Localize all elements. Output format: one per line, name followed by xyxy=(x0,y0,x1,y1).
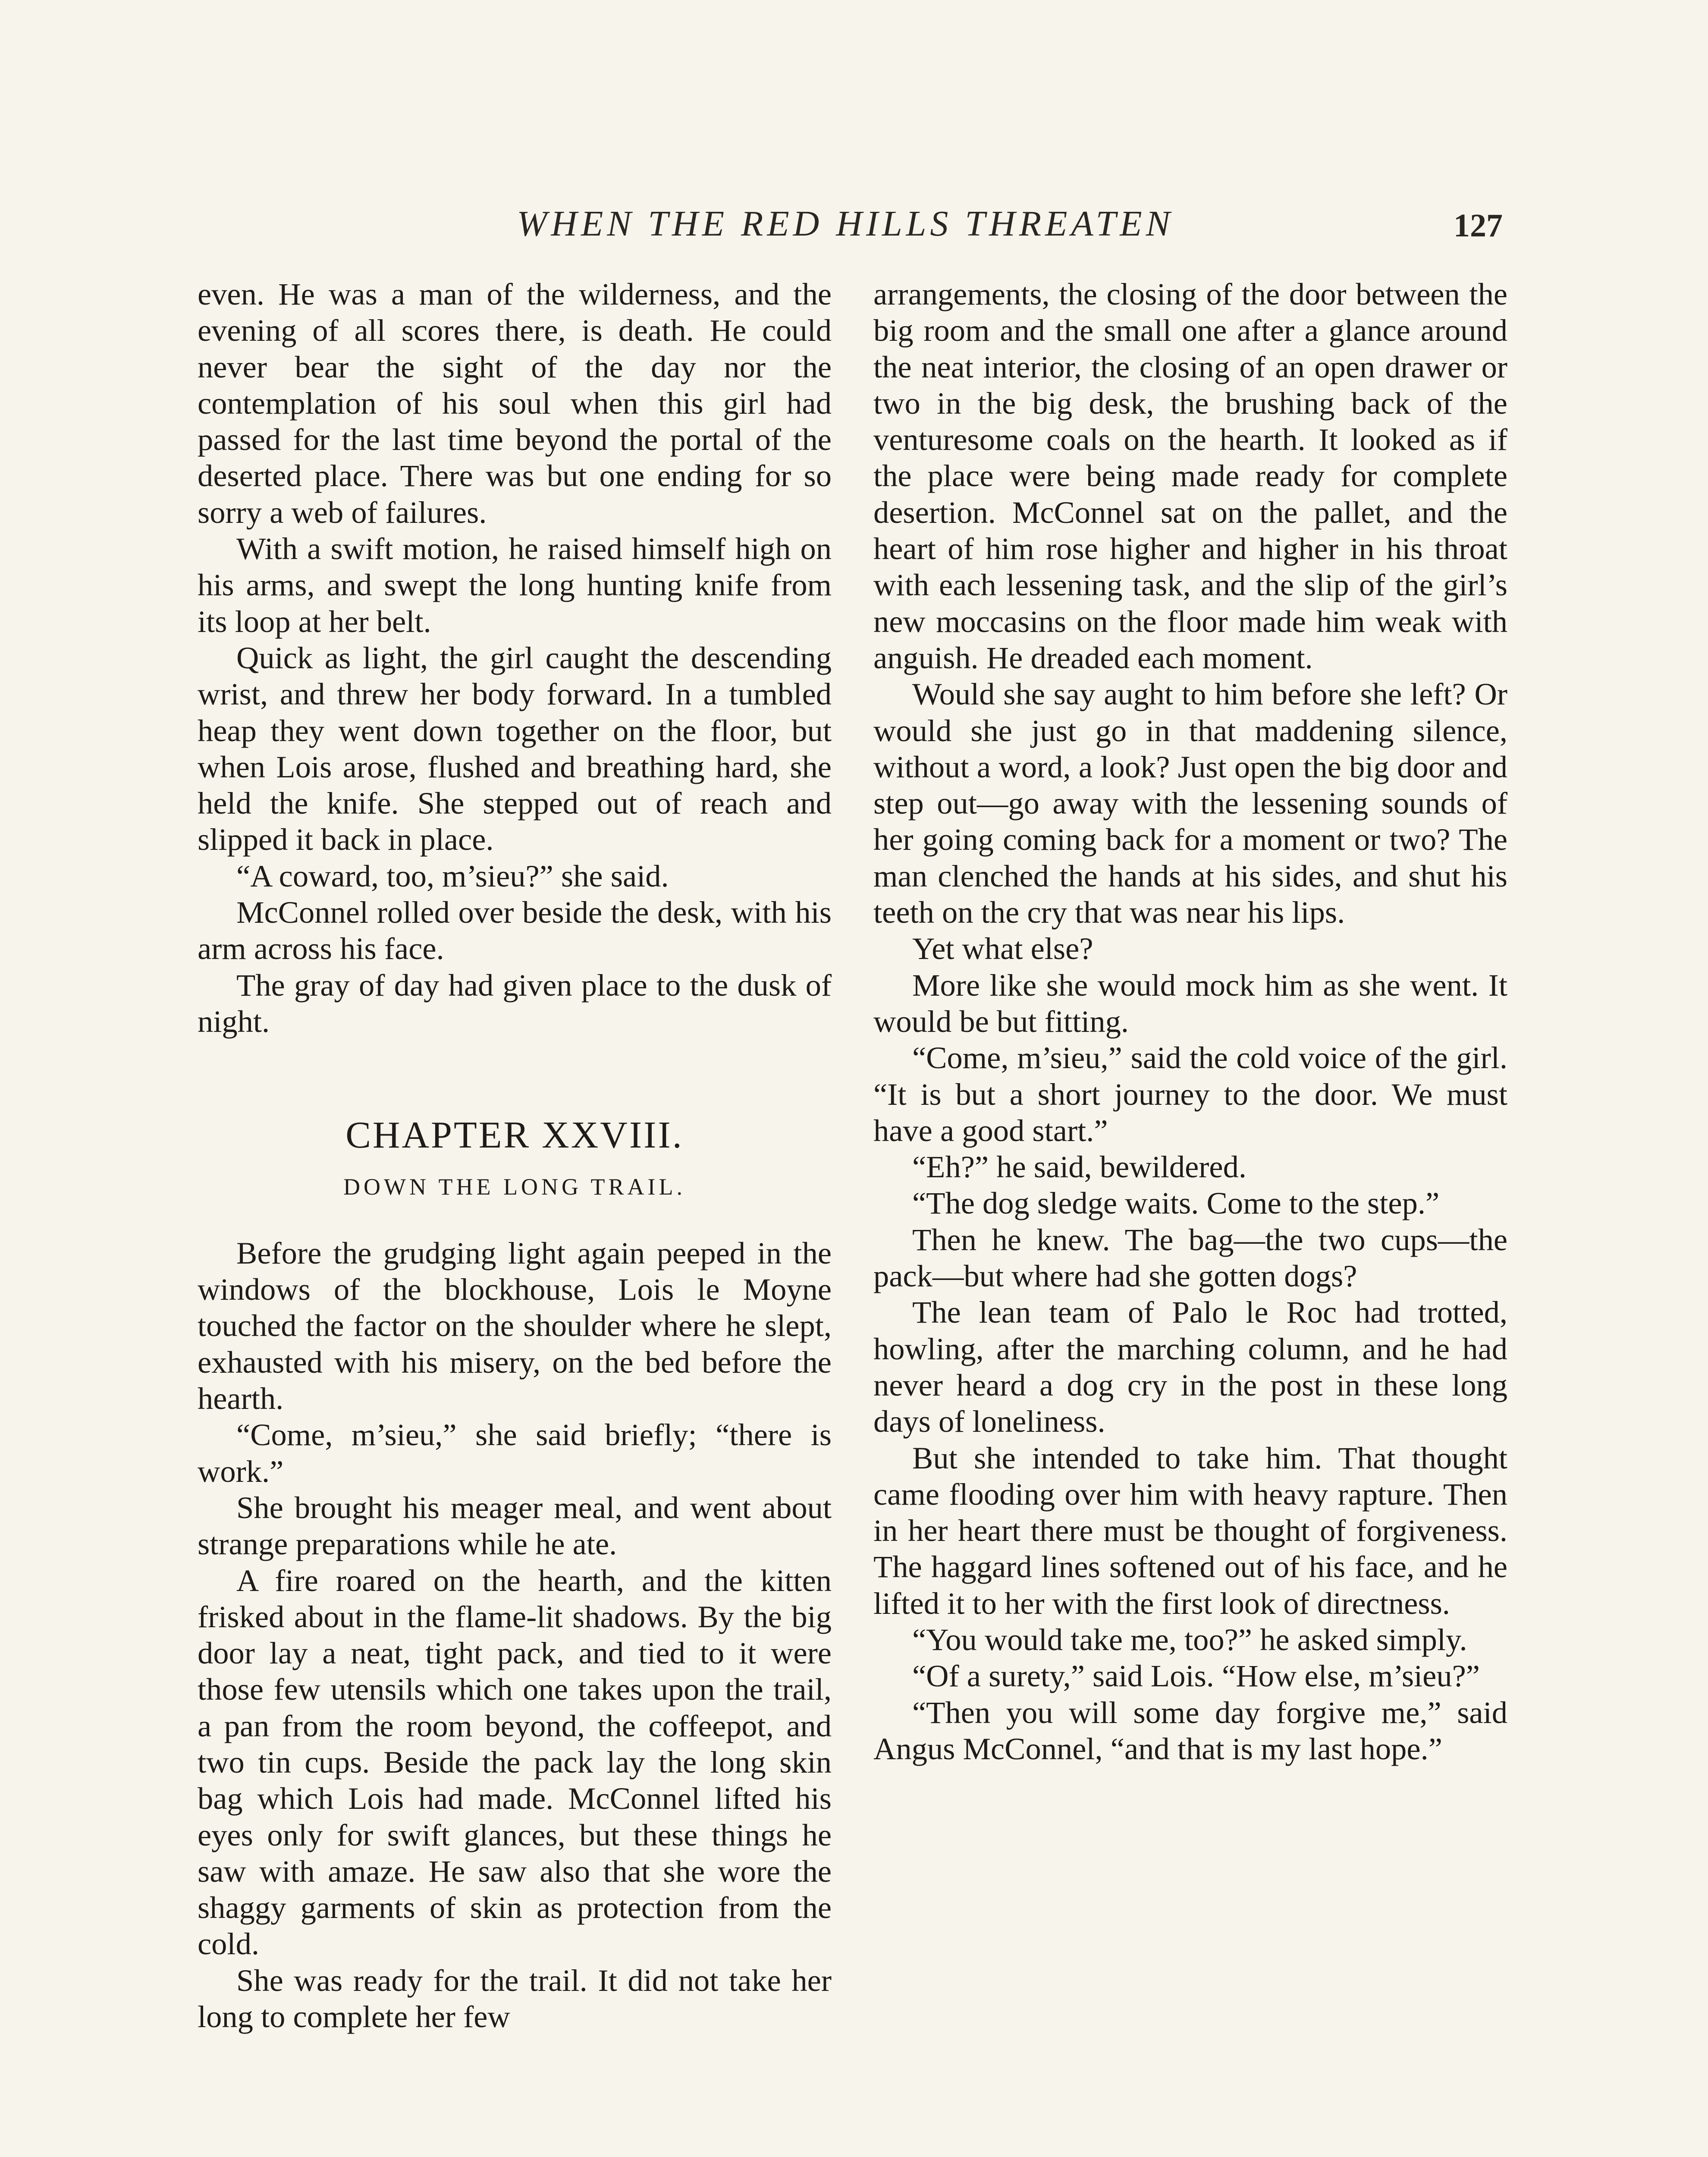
right-column xyxy=(873,276,1507,1767)
chapter-subtitle: DOWN THE LONG TRAIL. xyxy=(343,1173,686,1200)
paragraph: “You would take me, too?” he asked simply. xyxy=(912,1622,1467,1657)
paragraph: “A coward, too, m’sieu?” she said. xyxy=(236,858,669,893)
paragraph: “Then you will some day forgive me,” said Angus McConnel, “and that is my last hope.” xyxy=(873,1695,1507,1766)
paragraph: even. He was a man of the wilderness, and the evening of all scores there, is death. He could never bear the sight of the day nor the contemplation of his soul when this girl had passed for the last time beyond the portal of the deserted place. There was but one ending for so sorry a web of failures. xyxy=(198,277,832,530)
paragraph: Would she say aught to him before she left? Or would she just go in that maddening silence, without a word, a look? Just open the big door and step out—go away with the lessening sounds of her going coming back for a moment or two? The man clenched the hands at his sides, and shut his teeth on the cry that was near his lips. xyxy=(873,676,1507,930)
paragraph: Before the grudging light again peeped in the windows of the blockhouse, Lois le Moyne touched the factor on the shoulder where he slept, exhausted with his misery, on the bed before the hearth. xyxy=(198,1235,832,1416)
paragraph: “Eh?” he said, bewildered. xyxy=(912,1149,1246,1185)
paragraph: She brought his meager meal, and went about strange preparations while he ate. xyxy=(198,1490,832,1562)
paragraph: The lean team of Palo le Roc had trotted, howling, after the marching column, and he had never heard a dog cry in the post in these long days of loneliness. xyxy=(873,1295,1507,1439)
paragraph: Then he knew. The bag—the two cups—the pack—but where had she gotten dogs? xyxy=(873,1222,1507,1294)
paragraph: A fire roared on the hearth, and the kitten frisked about in the flame-lit shadows. By the big door lay a neat, tight pack, and tied to it were those few utensils which one takes upon the trail, a pan from the room beyond, the coffeepot, and two tin cups. Beside the pack lay the long skin bag which Lois had made. McConnel lifted his eyes only for swift glances, but these things he saw with amaze. He saw also that she wore the shaggy garments of skin as protection from the cold. xyxy=(198,1563,832,1962)
chapter-title: CHAPTER XXVIII. xyxy=(345,1114,684,1157)
paragraph: “Of a surety,” said Lois. “How else, m’sieu?” xyxy=(912,1658,1480,1694)
paragraph: “Come, m’sieu,” said the cold voice of the girl. “It is but a short journey to the door. We must have a good start.” xyxy=(873,1040,1507,1148)
paragraph: Yet what else? xyxy=(912,931,1093,966)
paragraph: arrangements, the closing of the door between the big room and the small one after a glance around the neat interior, the closing of an open drawer or two in the big desk, the brushing back of the venturesome coals on the hearth. It looked as if the place were being made ready for complete desertion. McConnel sat on the pallet, and the heart of him rose higher and higher in his throat with each lessening task, and the slip of the girl’s new moccasins on the floor made him weak with anguish. He dreaded each moment. xyxy=(873,277,1507,675)
running-title: WHEN THE RED HILLS THREATEN xyxy=(517,204,1174,244)
left-column xyxy=(198,276,832,2035)
paragraph: “The dog sledge waits. Come to the step.” xyxy=(912,1185,1440,1221)
paragraph: But she intended to take him. That thought came flooding over him with heavy rapture. Then in her heart there must be thought of forgiveness. The haggard lines softened out of his face, and he lifted it to her with the first look of directness. xyxy=(873,1440,1507,1621)
page-number: 127 xyxy=(1454,208,1503,244)
paragraph: Quick as light, the girl caught the descending wrist, and threw her body forward. In a tumbled heap they went down together on the floor, but when Lois arose, flushed and breathing hard, she held the knife. She stepped out of reach and slipped it back in place. xyxy=(198,640,832,857)
paragraph: The gray of day had given place to the dusk of night. xyxy=(198,967,832,1039)
paragraph: She was ready for the trail. It did not take her long to complete her few xyxy=(198,1962,832,2034)
paragraph: With a swift motion, he raised himself high on his arms, and swept the long hunting knife from its loop at her belt. xyxy=(198,531,832,639)
paragraph: McConnel rolled over beside the desk, with his arm across his face. xyxy=(198,895,832,966)
paragraph: More like she would mock him as she went. It would be but fitting. xyxy=(873,967,1507,1039)
paragraph: “Come, m’sieu,” she said briefly; “there is work.” xyxy=(198,1417,832,1489)
